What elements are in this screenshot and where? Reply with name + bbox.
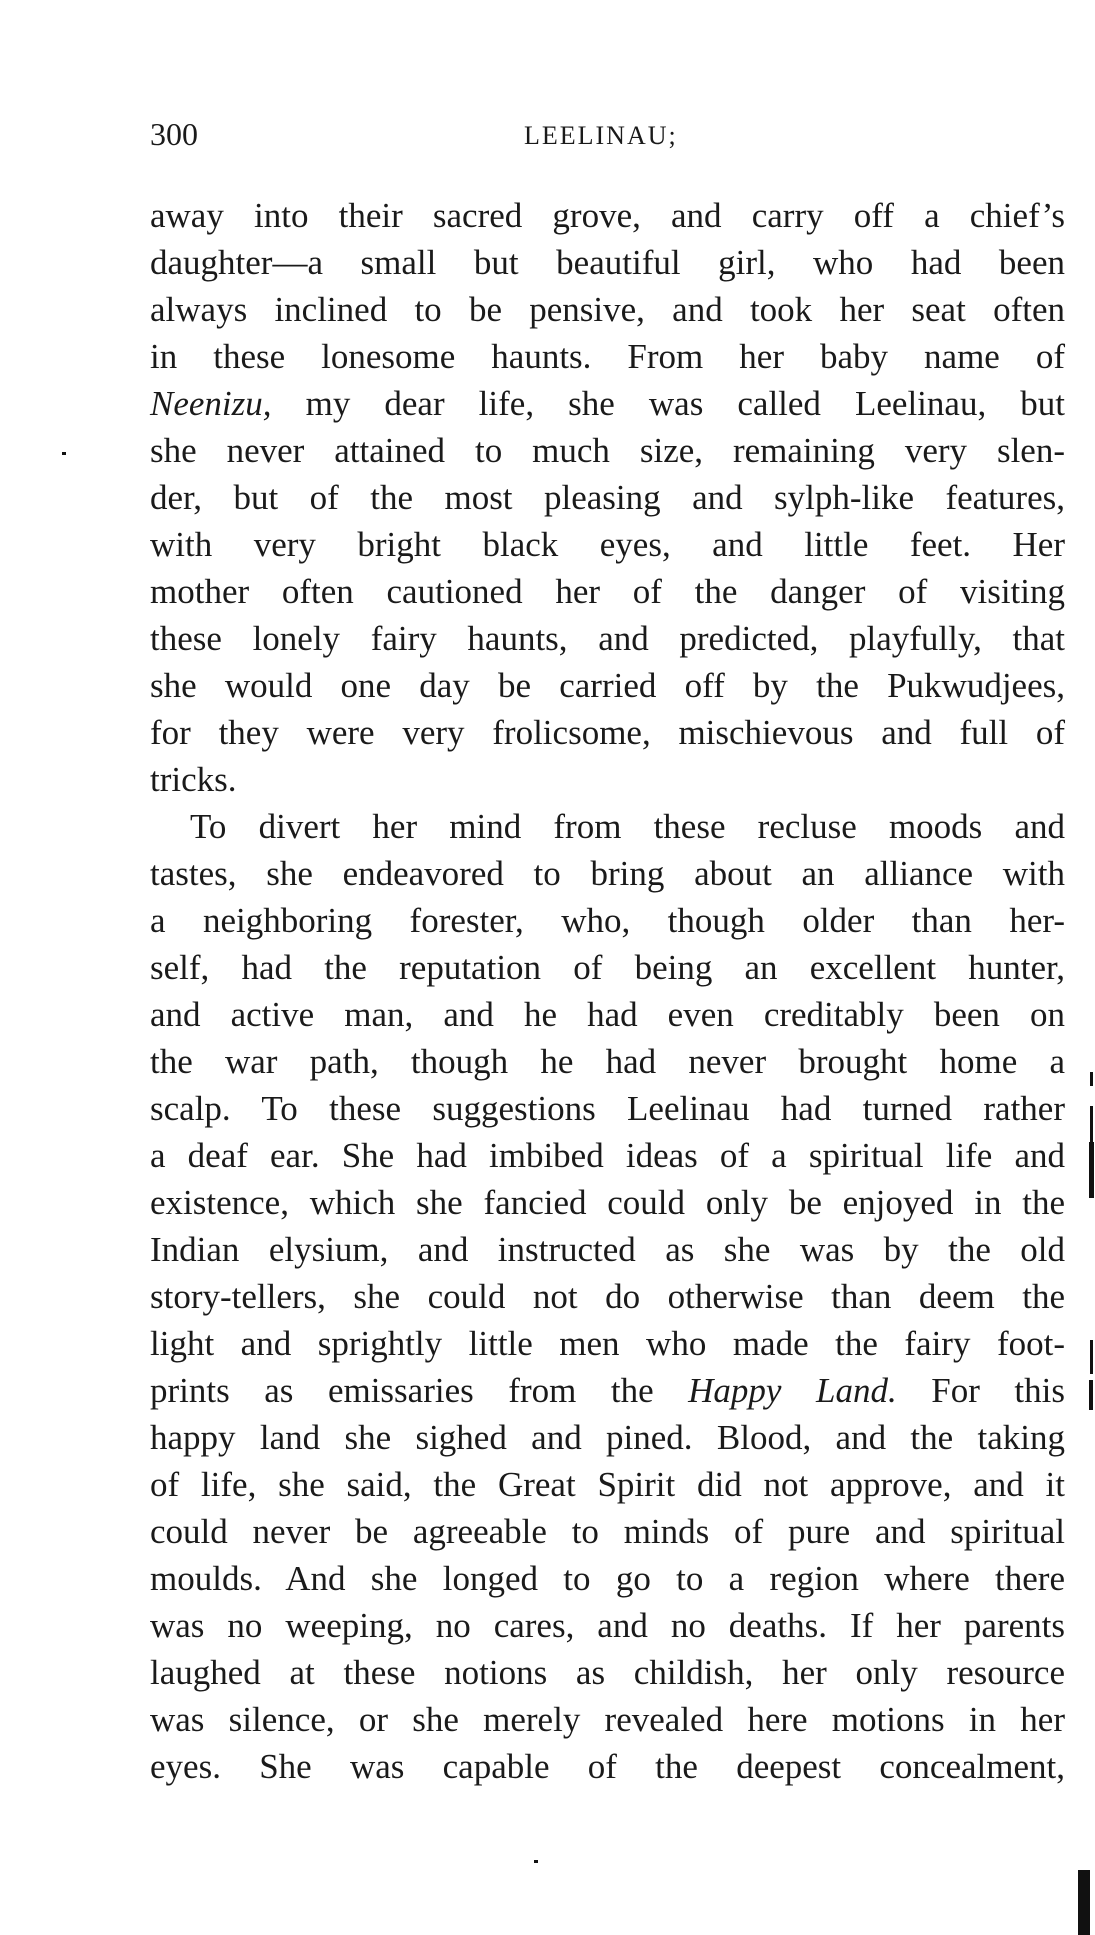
running-head: [150, 112, 1065, 156]
text-line: story-tellers, she could not do otherwise than deem the: [150, 1277, 1065, 1316]
text-line: could never be agreeable to minds of pure and spiritual: [150, 1512, 1065, 1551]
scan-artifact: [62, 452, 66, 455]
italic-term: Neenizu,: [150, 384, 272, 423]
text-line: eyes. She was capable of the deepest concealment,: [150, 1747, 1065, 1786]
scan-artifact: [1089, 1380, 1093, 1410]
body-text: [150, 192, 1065, 1790]
text-line: laughed at these notions as childish, her only resource: [150, 1653, 1065, 1692]
text-line: tricks.: [150, 760, 237, 799]
italic-term: Happy Land.: [688, 1371, 897, 1410]
text-line: and active man, and he had even creditably been on: [150, 995, 1065, 1034]
text-line: daughter—a small but beautiful girl, who had been: [150, 243, 1065, 282]
scan-artifact: [1090, 1072, 1093, 1086]
page-number: 300: [150, 116, 198, 152]
text-line: was silence, or she merely revealed here motions in her: [150, 1700, 1065, 1739]
text-line: of life, she said, the Great Spirit did not approve, and it: [150, 1465, 1065, 1504]
text-line: self, had the reputation of being an excellent hunter,: [150, 948, 1065, 987]
text-line: existence, which she fancied could only be enjoyed in the: [150, 1183, 1065, 1222]
paragraph-2: [150, 803, 1065, 1790]
text-line: she never attained to much size, remaining very slen-: [150, 431, 1065, 470]
text-line: Indian elysium, and instructed as she was by the old: [150, 1230, 1065, 1269]
text-line: the war path, though he had never brought home a: [150, 1042, 1065, 1081]
scan-artifact: [1078, 1870, 1090, 1935]
text-line: always inclined to be pensive, and took her seat often: [150, 290, 1065, 329]
text-line: To divert her mind from these recluse moods and: [190, 807, 1065, 846]
text-line: these lonely fairy haunts, and predicted, playfully, that: [150, 619, 1065, 658]
text-line: scalp. To these suggestions Leelinau had turned rather: [150, 1089, 1065, 1128]
text-line: mother often cautioned her of the danger of visiting: [150, 572, 1065, 611]
line-rest: For this: [896, 1371, 1065, 1410]
text-line: was no weeping, no cares, and no deaths. If her parents: [150, 1606, 1065, 1645]
text-line: light and sprightly little men who made the fairy foot-: [150, 1324, 1065, 1363]
running-title: LEELINAU;: [524, 121, 678, 150]
text-line: she would one day be carried off by the Pukwudjees,: [150, 666, 1065, 705]
line-pre: prints as emissaries from the: [150, 1371, 689, 1410]
text-line: with very bright black eyes, and little feet. Her: [150, 525, 1065, 564]
text-line: a neighboring forester, who, though older than her-: [150, 901, 1065, 940]
scan-artifact: [534, 1860, 538, 1863]
text-line: moulds. And she longed to go to a region where there: [150, 1559, 1065, 1598]
scan-artifact: [1090, 1340, 1093, 1374]
text-line: der, but of the most pleasing and sylph-like features,: [150, 478, 1065, 517]
line-rest: my dear life, she was called Leelinau, but: [271, 384, 1065, 423]
text-line: [150, 1367, 1065, 1414]
text-line: tastes, she endeavored to bring about an alliance with: [150, 854, 1065, 893]
paragraph-1: [150, 192, 1065, 803]
text-line: in these lonesome haunts. From her baby name of: [150, 337, 1065, 376]
text-line: for they were very frolicsome, mischievous and full of: [150, 713, 1065, 752]
text-line: [150, 380, 1065, 427]
scan-artifact: [1090, 1106, 1093, 1142]
scan-artifact: [1089, 1142, 1094, 1198]
text-line: away into their sacred grove, and carry off a chief’s: [150, 196, 1065, 235]
text-line: a deaf ear. She had imbibed ideas of a spiritual life and: [150, 1136, 1065, 1175]
text-line: happy land she sighed and pined. Blood, and the taking: [150, 1418, 1065, 1457]
